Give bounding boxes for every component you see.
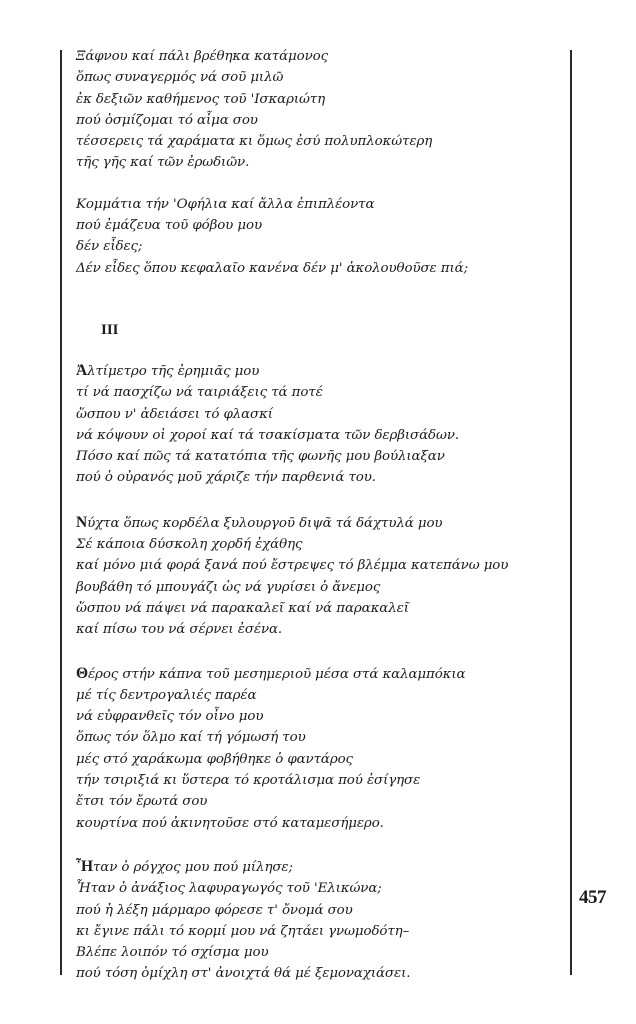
verse-line: πού τόση ὁμίχλη στ' ἀνοιχτά θά μέ ξεμοναχιάσει. <box>76 966 411 982</box>
stanza-initial: Θ <box>76 664 88 682</box>
verse-text: λτίμετρο τῆς ἐρημιᾶς μου <box>87 363 260 379</box>
verse-line: ἐκ δεξιῶν καθήμενος τοῦ 'Ισκαριώτη <box>76 91 326 107</box>
verse-line: καί μόνο μιά φορά ξανά πού ἔστρεψες τό βλέμμα κατεπάνω μου <box>76 558 509 574</box>
stanza-1 <box>76 46 561 174</box>
verse-line: Ἦταν ὁ ἀνάξιος λαφυραγωγός τοῦ 'Ελικώνα; <box>76 881 382 897</box>
verse-text: έρος στήν κάπνα τοῦ μεσημεριοῦ μέσα στά καλαμπόκια <box>87 666 466 682</box>
verse-line: πού ἡ λέξη μάρμαρο φόρεσε τ' ὄνομά σου <box>76 902 353 918</box>
verse-line: πού ὁ οὐρανός μοῦ χάριζε τήν παρθενιά του. <box>76 470 376 486</box>
section-stanza-3 <box>76 663 561 834</box>
section-stanza-4 <box>76 856 561 985</box>
verse-line: βουβάθη τό μπουγάζι ὡς νά γυρίσει ὁ ἄνεμος <box>76 579 381 595</box>
verse-line: ὥσπου νά πάψει νά παρακαλεῖ καί νά παρακαλεῖ <box>76 600 409 616</box>
verse-line: νά εὐφρανθεῖς τόν οἶνο μου <box>76 709 264 725</box>
verse-text: ύχτα ὅπως κορδέλα ξυλουργοῦ διψᾶ τά δάχτυλά μου <box>87 515 443 531</box>
verse-line: Βλέπε λοιπόν τό σχίσμα μου <box>76 945 269 961</box>
verse-line <box>76 512 561 534</box>
section-stanza-1 <box>76 360 561 489</box>
verse-line: μέ τίς δεντρογαλιές παρέα <box>76 687 257 703</box>
verse-line: τέσσερεις τά χαράματα κι ὅμως ἐσύ πολυπλοκώτερη <box>76 134 433 150</box>
verse-line: πού ὀσμίζομαι τό αἷμα σου <box>76 112 258 128</box>
stanza-initial: Ἀ <box>76 361 88 379</box>
verse-line: ὅπως τόν ὅλμο καί τή γόμωσή του <box>76 730 306 746</box>
verse-line: πού ἐμάζευα τοῦ φόβου μου <box>76 218 262 234</box>
section-stanza-2 <box>76 512 561 641</box>
verse-line: τήν τσιριξιά κι ὕστερα τό κροτάλισμα πού ἐσίγησε <box>76 773 421 789</box>
verse-line: κι ἔγινε πάλι τό κορμί μου νά ζητάει γνωμοδότη– <box>76 923 410 939</box>
stanza-2 <box>76 194 561 279</box>
verse-line: μές στό χαράκωμα φοβήθηκε ὁ φαντάρος <box>76 751 353 767</box>
poem-body <box>76 46 561 985</box>
verse-line: Κομμάτια τήν 'Οφήλια καί ἄλλα ἐπιπλέοντα <box>76 196 375 212</box>
verse-line: τῆς γῆς καί τῶν ἐρωδιῶν. <box>76 155 250 171</box>
verse-line: δέν εἶδες; <box>76 239 143 255</box>
stanza-initial: Ν <box>76 513 88 531</box>
verse-line: τί νά πασχίζω νά ταιριάξεις τά ποτέ <box>76 385 323 401</box>
verse-line: καί πίσω του νά σέρνει ἐσένα. <box>76 622 283 638</box>
verse-line: ὥσπου ν' ἀδειάσει τό φλασκί <box>76 406 273 422</box>
right-margin-rule <box>570 50 572 975</box>
verse-line: ὅπως συναγερμός νά σοῦ μιλῶ <box>76 70 284 86</box>
verse-line: ἔτσι τόν ἔρωτά σου <box>76 794 208 810</box>
verse-line <box>76 663 561 685</box>
verse-line: κουρτίνα πού ἀκινητοῦσε στό καταμεσήμερο. <box>76 815 384 831</box>
section-heading: III <box>101 321 119 338</box>
verse-line: νά κόψουν οἱ χοροί καί τά τσακίσματα τῶν δερβισάδων. <box>76 427 460 443</box>
verse-line: Ξάφνου καί πάλι βρέθηκα κατάμονος <box>76 49 329 64</box>
left-margin-rule <box>60 50 62 975</box>
verse-line <box>76 856 561 878</box>
page-number: 457 <box>579 887 606 908</box>
verse-line <box>76 360 561 382</box>
stanza-initial: Ἦ <box>76 857 93 875</box>
verse-line: Δέν εἶδες ὅπου κεφαλαῖο κανένα δέν μ' ἀκολουθοῦσε πιά; <box>76 260 468 276</box>
verse-line: Σέ κάποια δύσκολη χορδή ἐχάθης <box>76 537 303 553</box>
verse-line: Πόσο καί πῶς τά κατατόπια τῆς φωνῆς μου βούλιαξαν <box>76 449 445 465</box>
verse-text: ταν ὁ ρόγχος μου πού μίλησε; <box>92 859 293 875</box>
